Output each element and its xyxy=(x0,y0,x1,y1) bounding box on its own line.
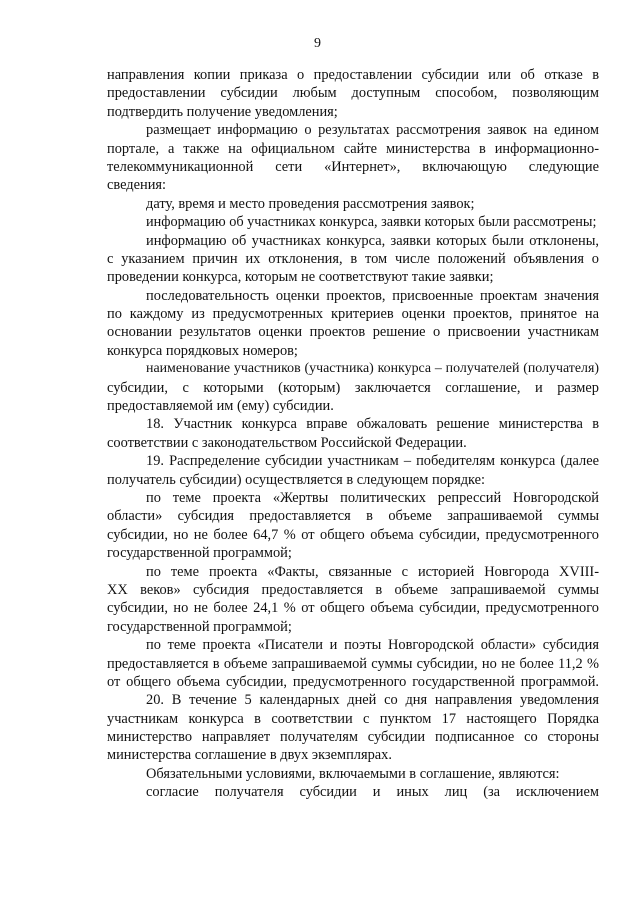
text-line: субсидии, но не более 24,1 % от общего объема субсидии, предусмотренного xyxy=(107,600,599,617)
text-line: телекоммуникационной сети «Интернет», включающую следующие xyxy=(107,158,599,175)
text-line: размещает информацию о результатах рассмотрения заявок на едином xyxy=(146,122,599,139)
text-line: предоставляемой им (ему) субсидии. xyxy=(107,398,334,415)
document-body xyxy=(107,66,599,802)
text-line: министерство направляет получателям субсидии подписанное со стороны xyxy=(107,729,599,746)
text-line: основании результатов оценки проектов решение о присвоении участникам xyxy=(107,324,599,341)
text-line: области» субсидия предоставляется в объеме запрашиваемой суммы xyxy=(107,508,599,525)
text-line: участникам конкурса в соответствии с пунктом 17 настоящего Порядка xyxy=(107,710,599,727)
text-line: направления копии приказа о предоставлении субсидии или об отказе в xyxy=(107,67,599,83)
text-line: по теме проекта «Факты, связанные с историей Новгорода XVIII- xyxy=(146,563,599,580)
text-line: наименование участников (участника) конкурса – получателей (получателя) xyxy=(146,361,599,377)
text-line: Обязательными условиями, включаемыми в соглашение, являются: xyxy=(146,765,560,782)
text-line: предоставлении субсидии любым доступным способом, позволяющим xyxy=(107,85,599,102)
text-line: субсидии, но не более 64,7 % от общего объема субсидии, предусмотренного xyxy=(107,526,599,543)
text-line: министерства соглашение в двух экземплярах. xyxy=(107,747,392,764)
text-line: с указанием причин их отклонения, в том числе положений объявления о xyxy=(107,250,599,267)
text-line: предоставляется в объеме запрашиваемой суммы субсидии, но не более 11,2 % xyxy=(107,655,599,672)
text-line: информацию об участниках конкурса, заявки которых были рассмотрены; xyxy=(146,214,597,231)
text-line: 18. Участник конкурса вправе обжаловать решение министерства в xyxy=(146,416,599,433)
text-line: по теме проекта «Жертвы политических репрессий Новгородской xyxy=(146,489,599,506)
text-line: подтвердить получение уведомления; xyxy=(107,103,338,120)
text-line: сведения: xyxy=(107,177,167,194)
text-line: XX веков» субсидия предоставляется в объеме запрашиваемой суммы xyxy=(107,581,599,598)
text-line: 20. В течение 5 календарных дней со дня направления уведомления xyxy=(146,692,599,709)
text-line: последовательность оценки проектов, присвоенные проектам значения xyxy=(146,287,599,304)
text-line: государственной программой; xyxy=(107,545,292,562)
text-line: портале, а также на официальном сайте министерства в информационно- xyxy=(107,140,599,157)
text-line: согласие получателя субсидии и иных лиц (за исключением xyxy=(146,784,599,801)
text-line: от общего объема субсидии, предусмотренного государственной программой. xyxy=(107,673,599,690)
text-line: субсидии, с которыми (которым) заключается соглашение, и размер xyxy=(107,379,599,396)
text-line: информацию об участниках конкурса, заявки которых были отклонены, xyxy=(146,232,599,249)
text-line: получатель субсидии) осуществляется в следующем порядке: xyxy=(107,471,486,488)
text-line: дату, время и место проведения рассмотрения заявок; xyxy=(146,195,475,212)
text-line: конкурса порядковых номеров; xyxy=(107,342,298,359)
text-line: по теме проекта «Писатели и поэты Новгородской области» субсидия xyxy=(146,637,599,654)
page-number: 9 xyxy=(314,36,321,51)
text-line: соответствии с законодательством Российской Федерации. xyxy=(107,434,467,451)
text-line: проведении конкурса, которым не соответствуют такие заявки; xyxy=(107,269,494,286)
text-line: государственной программой; xyxy=(107,618,292,635)
text-line: 19. Распределение субсидии участникам – победителям конкурса (далее xyxy=(146,453,599,470)
text-line: по каждому из предусмотренных критериев оценки проектов, принятое на xyxy=(107,306,599,323)
